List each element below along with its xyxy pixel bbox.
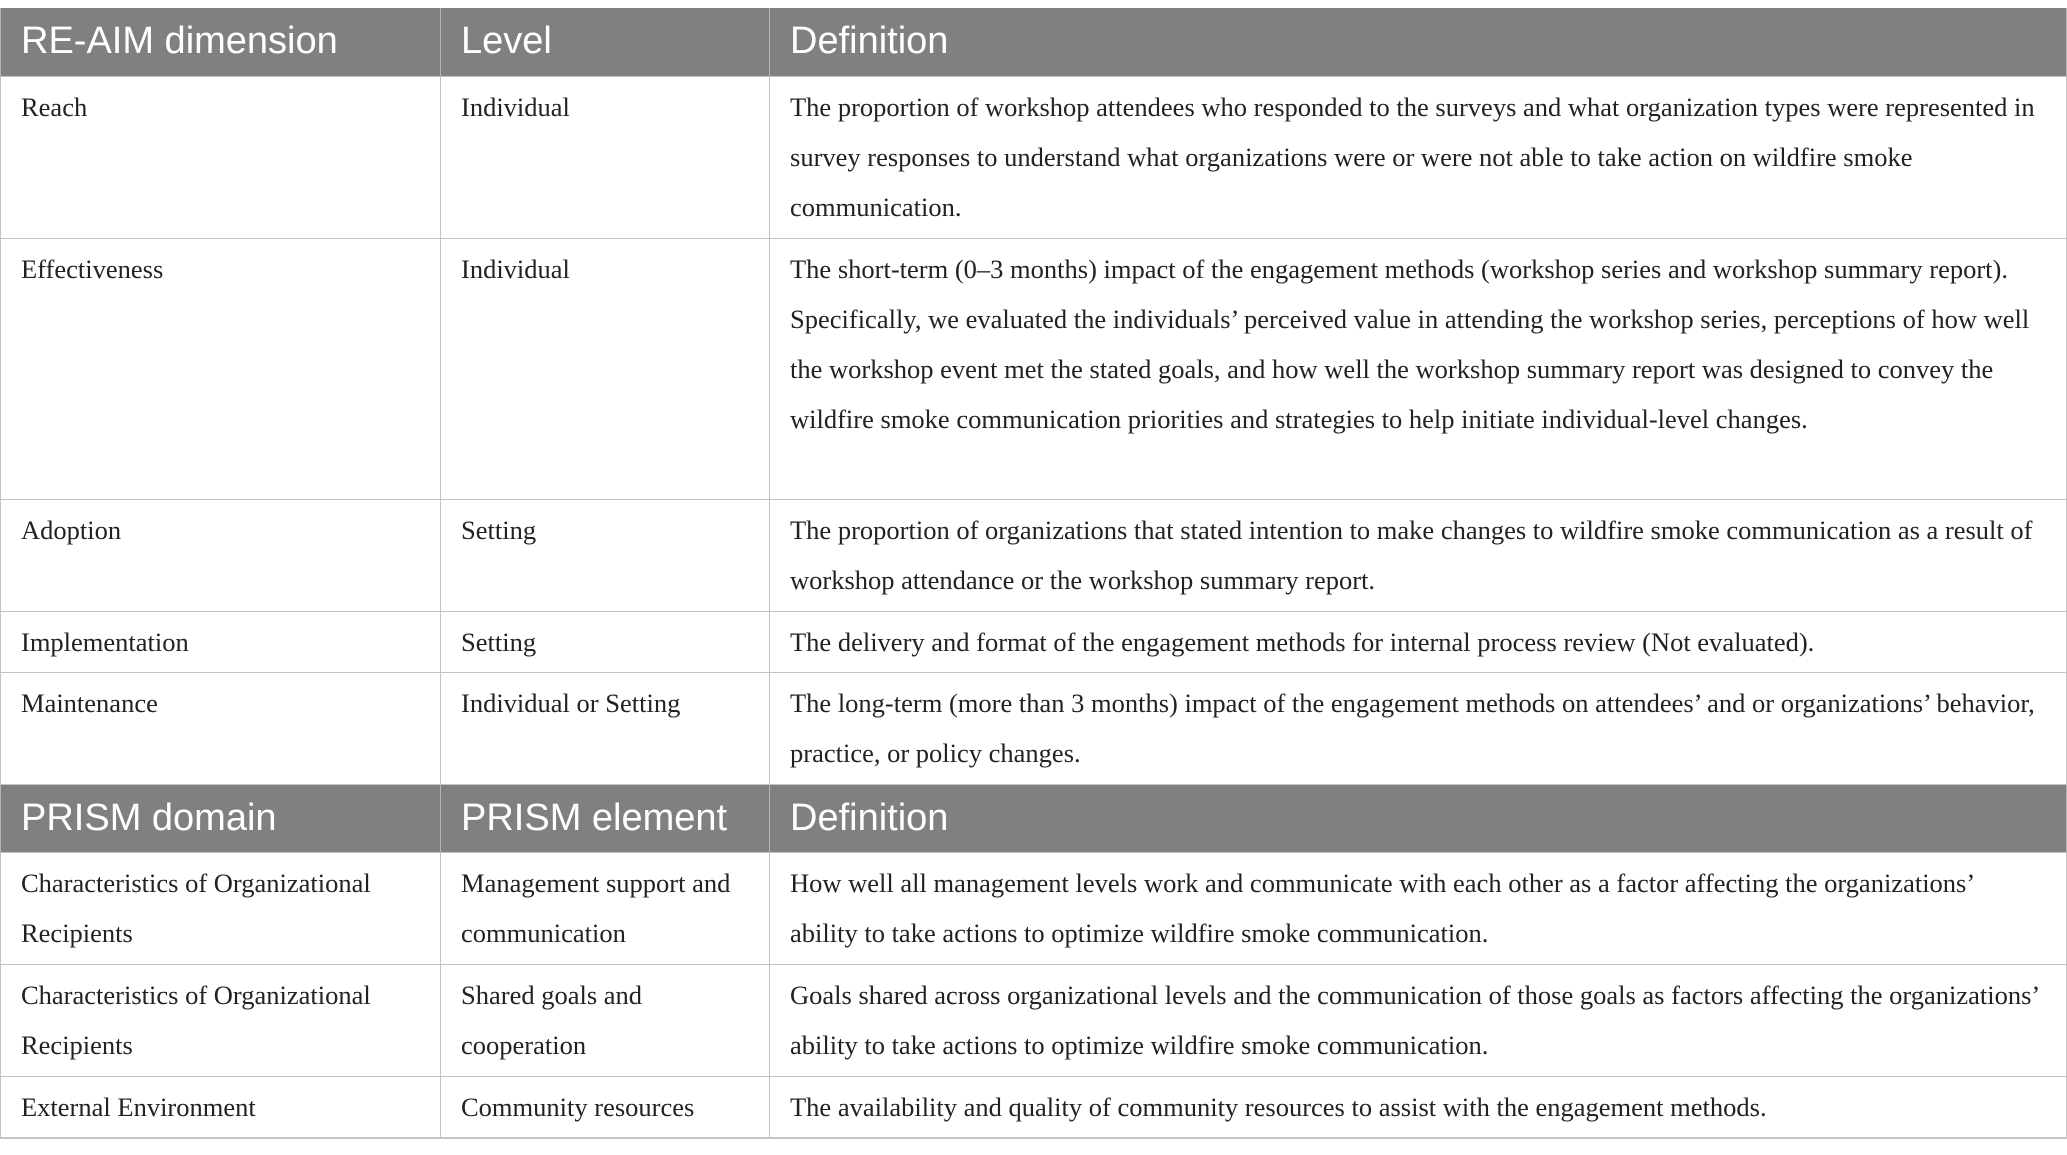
header-reaim-dimension: RE-AIM dimension [1,8,441,76]
cell-domain: Characteristics of Organizational Recipients [1,852,441,964]
table-row [1,238,2067,499]
cell-definition: The proportion of organizations that stated intention to make changes to wildfire smoke communication as a result of workshop attendance or the workshop summary report. [770,499,2067,611]
cell-element: Community resources [441,1076,770,1138]
cell-definition: The delivery and format of the engagement methods for internal process review (Not evaluated). [770,611,2067,672]
cell-element: Management support and communication [441,852,770,964]
table-row [1,1076,2067,1138]
table-row [1,611,2067,672]
reaim-prism-definitions-table [0,8,2067,1139]
cell-level: Setting [441,499,770,611]
table-row [1,672,2067,784]
cell-domain: External Environment [1,1076,441,1138]
header-level: Level [441,8,770,76]
table-row [1,964,2067,1076]
cell-definition: The long-term (more than 3 months) impact of the engagement methods on attendees’ and or organizations’ behavior, practice, or policy changes. [770,672,2067,784]
header-prism-domain: PRISM domain [1,784,441,852]
cell-domain: Characteristics of Organizational Recipients [1,964,441,1076]
cell-dimension: Reach [1,76,441,238]
cell-definition: The proportion of workshop attendees who responded to the surveys and what organization types were represented in survey responses to understand what organizations were or were not able to take action on wildfire smoke communication. [770,76,2067,238]
cell-level: Setting [441,611,770,672]
cell-definition: How well all management levels work and communicate with each other as a factor affecting the organizations’ ability to take actions to optimize wildfire smoke communication. [770,852,2067,964]
cell-level: Individual [441,238,770,499]
table-row [1,76,2067,238]
table-row [1,499,2067,611]
cell-definition: Goals shared across organizational levels and the communication of those goals as factors affecting the organizations’ ability to take actions to optimize wildfire smoke communication. [770,964,2067,1076]
cell-dimension: Effectiveness [1,238,441,499]
cell-dimension: Adoption [1,499,441,611]
table-header-row-reaim [1,8,2067,76]
table-row [1,852,2067,964]
cell-level: Individual [441,76,770,238]
header-definition: Definition [770,8,2067,76]
cell-definition: The short-term (0–3 months) impact of the engagement methods (workshop series and workshop summary report). Specifically, we evaluated the individuals’ perceived value in attending the workshop series, perceptions of how well the workshop event met the stated goals, and how well the workshop summary report was designed to convey the wildfire smoke communication priorities and strategies to help initiate individual-level changes. [770,238,2067,499]
definitions-table-container [0,8,2066,1139]
table-header-row-prism [1,784,2067,852]
cell-definition: The availability and quality of community resources to assist with the engagement methods. [770,1076,2067,1138]
cell-element: Shared goals and cooperation [441,964,770,1076]
cell-level: Individual or Setting [441,672,770,784]
header-prism-element: PRISM element [441,784,770,852]
cell-dimension: Maintenance [1,672,441,784]
cell-dimension: Implementation [1,611,441,672]
header-definition: Definition [770,784,2067,852]
